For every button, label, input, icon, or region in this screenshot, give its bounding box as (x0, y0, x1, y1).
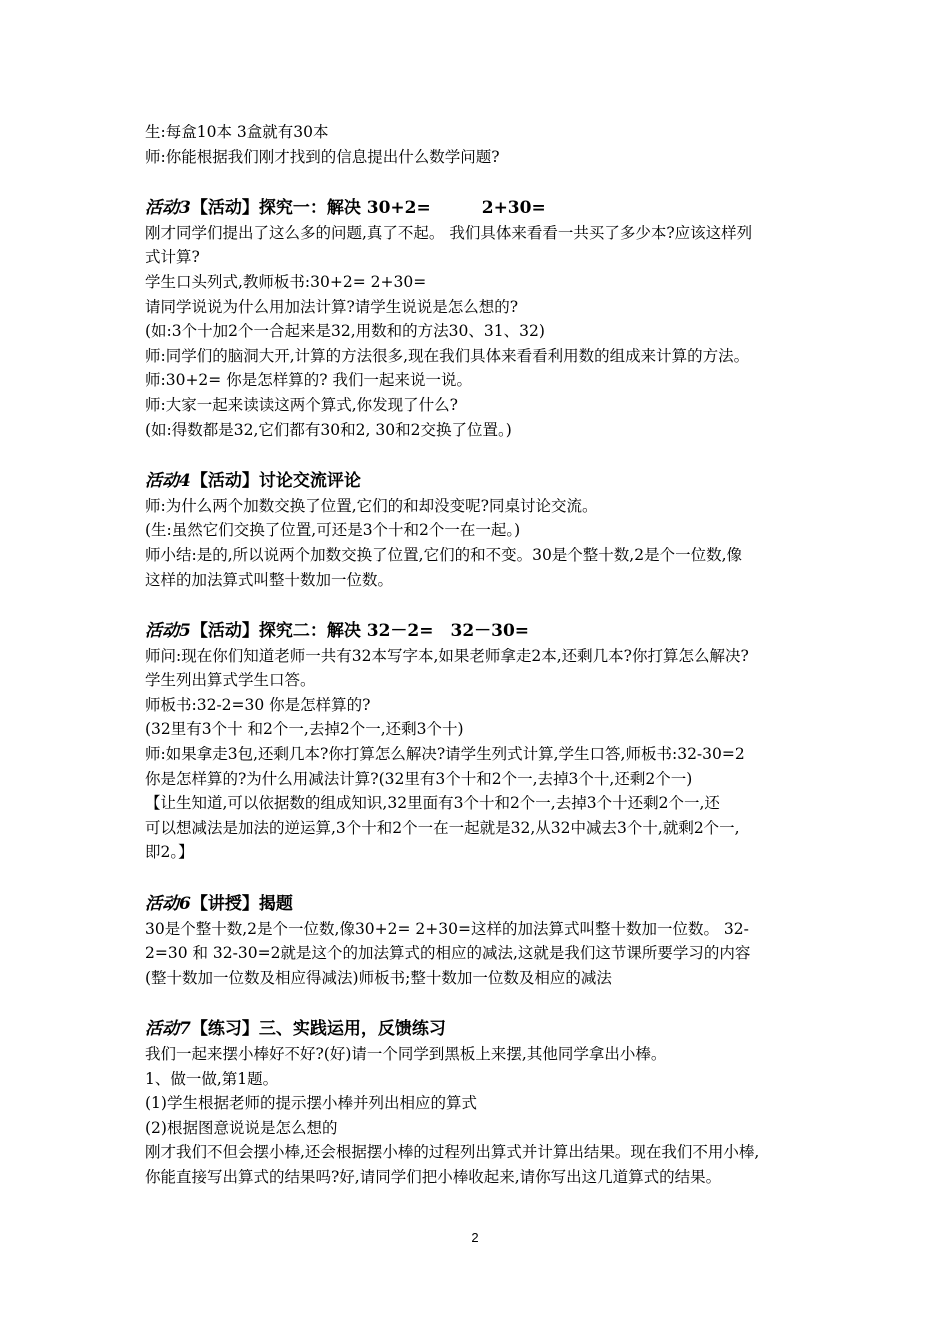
body-line: 即2。】 (145, 843, 194, 862)
body-line: (2)根据图意说说是怎么想的 (145, 1118, 338, 1137)
body-line: 师:大家一起来读读这两个算式,你发现了什么? (145, 395, 458, 414)
body-line: 学生列出算式学生口答。 (145, 671, 316, 690)
body-line: 师:同学们的脑洞大开,计算的方法很多,现在我们具体来看看利用数的组成来计算的方法。 (145, 346, 750, 365)
body-line: (整十数加一位数及相应得减法)师板书;整十数加一位数及相应的减法 (145, 968, 612, 987)
body-line: 你能直接写出算式的结果吗?好,请同学们把小棒收起来,请你写出这几道算式的结果。 (145, 1167, 722, 1186)
activity-label: 活动4 (145, 471, 191, 492)
section-title: 【活动】探究一：解决 30+2= 2+30= (190, 198, 546, 219)
body-line: 可以想减法是加法的逆运算,3个十和2个一在一起就是32,从32中减去3个十,就剩2个一, (145, 818, 740, 837)
body-line: 我们一起来摆小棒好不好?(好)请一个同学到黑板上来摆,其他同学拿出小棒。 (145, 1045, 667, 1063)
body-line: 师:30+2= 你是怎样算的? 我们一起来说一说。 (145, 371, 472, 390)
body-line: 师:为什么两个加数交换了位置,它们的和却没变呢?同桌讨论交流。 (145, 496, 598, 515)
section-title: 【活动】探究二：解决 32－2= 32－30= (190, 621, 530, 642)
document-page (145, 120, 825, 1190)
section-title: 【讲授】揭题 (190, 894, 293, 915)
body-line: (如:3个十加2个一合起来是32,用数和的方法30、31、32) (145, 322, 545, 341)
section-title: 【练习】三、实践运用，反馈练习 (190, 1019, 446, 1040)
body-line: 学生口头列式,教师板书:30+2= 2+30= (145, 272, 427, 291)
body-line: (32里有3个十 和2个一,去掉2个一,还剩3个十) (145, 720, 464, 739)
activity-label: 活动6 (145, 894, 191, 915)
body-line: 师:如果拿走3包,还剩几本?你打算怎么解决?请学生列式计算,学生口答,师板书:32-30=2 (145, 745, 745, 764)
section-heading (145, 196, 825, 221)
intro-block (145, 120, 825, 169)
activity-label: 活动7 (145, 1019, 191, 1040)
body-line: 请同学说说为什么用加法计算?请学生说说是怎么想的? (145, 297, 519, 316)
section-heading (145, 892, 825, 917)
section-activity-4 (145, 469, 825, 592)
section-activity-5 (145, 619, 825, 865)
body-line: 师问:现在你们知道老师一共有32本写字本,如果老师拿走2本,还剩几本?你打算怎么解决? (145, 646, 749, 665)
body-line: 你是怎样算的?为什么用减法计算?(32里有3个十和2个一,去掉3个十,还剩2个一) (145, 769, 693, 788)
body-line: (如:得数都是32,它们都有30和2, 30和2交换了位置。) (145, 420, 512, 439)
section-activity-7 (145, 1017, 825, 1189)
intro-line: 生:每盒10本 3盒就有30本 (145, 123, 329, 141)
intro-line: 师:你能根据我们刚才找到的信息提出什么数学问题? (145, 147, 500, 166)
activity-label: 活动3 (145, 198, 191, 219)
section-heading (145, 469, 825, 494)
page-number: 2 (471, 1230, 479, 1245)
section-activity-3 (145, 196, 825, 442)
body-line: 刚才同学们提出了这么多的问题,真了不起。 我们具体来看看一共买了多少本?应该这样列 (145, 223, 753, 242)
body-line: 2=30 和 32-30=2就是这个的加法算式的相应的减法,这就是我们这节课所要学习的内容 (145, 944, 751, 963)
section-heading (145, 619, 825, 644)
body-line: 师小结:是的,所以说两个加数交换了位置,它们的和不变。30是个整十数,2是个一位数,像 (145, 545, 743, 564)
activity-label: 活动5 (145, 621, 191, 642)
body-line: 这样的加法算式叫整十数加一位数。 (145, 570, 394, 589)
body-line: 刚才我们不但会摆小棒,还会根据摆小棒的过程列出算式并计算出结果。现在我们不用小棒, (145, 1143, 760, 1162)
body-line: 30是个整十数,2是个一位数,像30+2= 2+30=这样的加法算式叫整十数加一位数。 32- (145, 919, 749, 938)
body-line: 1、做一做,第1题。 (145, 1069, 279, 1088)
body-line: (生:虽然它们交换了位置,可还是3个十和2个一在一起。) (145, 521, 521, 540)
section-heading (145, 1017, 825, 1042)
body-line: 式计算? (145, 248, 200, 267)
body-line: 【让生知道,可以依据数的组成知识,32里面有3个十和2个一,去掉3个十还剩2个一,还 (145, 794, 720, 813)
body-line: 师板书:32-2=30 你是怎样算的? (145, 695, 371, 714)
section-title: 【活动】讨论交流评论 (190, 471, 361, 492)
section-activity-6 (145, 892, 825, 990)
body-line: (1)学生根据老师的提示摆小棒并列出相应的算式 (145, 1094, 477, 1113)
